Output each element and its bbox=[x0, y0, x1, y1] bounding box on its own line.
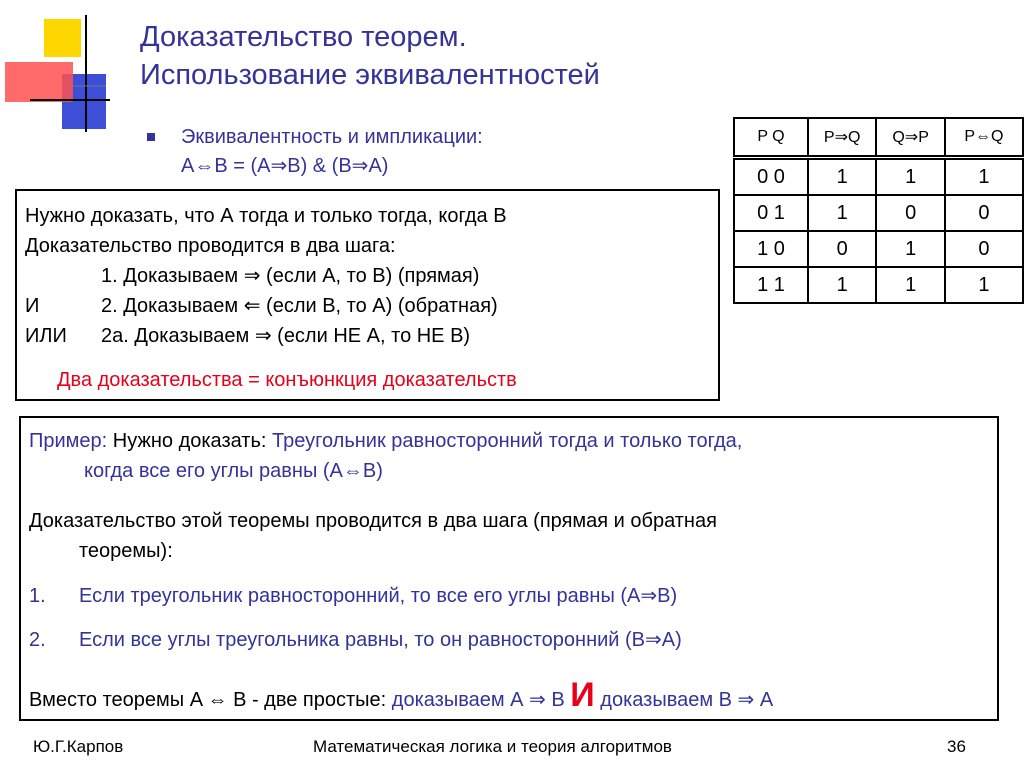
example-text2: когда все его углы равны (A⇔B) bbox=[84, 460, 383, 482]
final-part1: доказываем А ⇒ В bbox=[391, 689, 565, 711]
table-cell: 0 bbox=[876, 195, 944, 231]
table-cell: 0 bbox=[808, 231, 876, 267]
proof-method-box bbox=[15, 189, 720, 401]
footer-author: Ю.Г.Карпов bbox=[33, 737, 124, 756]
table-cell: 0 bbox=[945, 195, 1023, 231]
box1-step2-prefix: И bbox=[25, 295, 40, 317]
table-cell: 0 bbox=[945, 231, 1023, 267]
item1-number: 1. bbox=[29, 585, 46, 607]
table-cell: 1 bbox=[945, 267, 1023, 303]
table-cell: 0 1 bbox=[734, 195, 808, 231]
proof-line2: теоремы): bbox=[79, 540, 173, 562]
table-cell: 1 bbox=[876, 158, 944, 196]
box1-line1: Нужно доказать, что А тогда и только тогда, когда В bbox=[25, 205, 507, 227]
final-line bbox=[29, 676, 774, 715]
table-row bbox=[734, 231, 1023, 267]
item2-number: 2. bbox=[29, 629, 46, 651]
item2-text: Если все углы треугольника равны, то он равносторонний (B⇒A) bbox=[79, 629, 682, 651]
item1-text: Если треугольник равносторонний, то все его углы равны (A⇒B) bbox=[79, 585, 678, 607]
box1-step2: 2. Доказываем ⇐ (если В, то А) (обратная) bbox=[101, 295, 498, 317]
table-header: P Q bbox=[734, 118, 808, 158]
final-and: И bbox=[570, 676, 595, 714]
table-cell: 1 bbox=[945, 158, 1023, 196]
table-row bbox=[734, 267, 1023, 303]
box1-step2a-prefix: ИЛИ bbox=[25, 325, 67, 347]
example-label: Пример: bbox=[29, 430, 108, 452]
table-row bbox=[734, 158, 1023, 196]
table-cell: 1 bbox=[808, 267, 876, 303]
example-text1: Треугольник равносторонний тогда и только тогда, bbox=[272, 430, 743, 452]
box1-conclusion: Два доказательства = конъюнкция доказательств bbox=[57, 369, 517, 391]
final-prefix: Вместо теоремы A ⇔ B - две простые: bbox=[29, 689, 387, 711]
table-cell: 1 bbox=[808, 158, 876, 196]
example-intro bbox=[29, 426, 742, 456]
need-prove-label: Нужно доказать: bbox=[112, 430, 267, 452]
table-row bbox=[734, 195, 1023, 231]
box1-step1: 1. Доказываем ⇒ (если А, то В) (прямая) bbox=[101, 265, 480, 287]
bullet-formula: A⇔B = (A⇒B) & (B⇒A) bbox=[181, 155, 389, 177]
page-title-line1: Доказательство теорем. bbox=[140, 21, 467, 53]
table-cell: 1 0 bbox=[734, 231, 808, 267]
page-title-line2: Использование эквивалентностей bbox=[140, 59, 600, 91]
table-cell: 1 1 bbox=[734, 267, 808, 303]
proof-line1: Доказательство этой теоремы проводится в два шага (прямая и обратная bbox=[29, 510, 717, 532]
box1-line2: Доказательство проводится в два шага: bbox=[25, 235, 396, 257]
table-cell: 1 bbox=[876, 231, 944, 267]
table-cell: 1 bbox=[876, 267, 944, 303]
slide-logo bbox=[0, 0, 110, 135]
bullet-square-icon bbox=[147, 133, 155, 141]
table-header-row bbox=[734, 118, 1023, 158]
table-header: P⇒Q bbox=[808, 118, 876, 158]
table-header: P⇔Q bbox=[945, 118, 1023, 158]
final-part2: доказываем В ⇒ А bbox=[600, 689, 774, 711]
bullet-heading: Эквивалентность и импликации: bbox=[181, 126, 483, 148]
footer-course: Математическая логика и теория алгоритмов bbox=[313, 737, 672, 756]
table-cell: 1 bbox=[808, 195, 876, 231]
table-cell: 0 0 bbox=[734, 158, 808, 196]
page-number: 36 bbox=[947, 737, 966, 756]
example-box bbox=[19, 416, 999, 721]
box1-step2a: 2а. Доказываем ⇒ (если НЕ А, то НЕ В) bbox=[101, 325, 471, 347]
truth-table bbox=[733, 117, 1024, 304]
table-header: Q⇒P bbox=[876, 118, 944, 158]
